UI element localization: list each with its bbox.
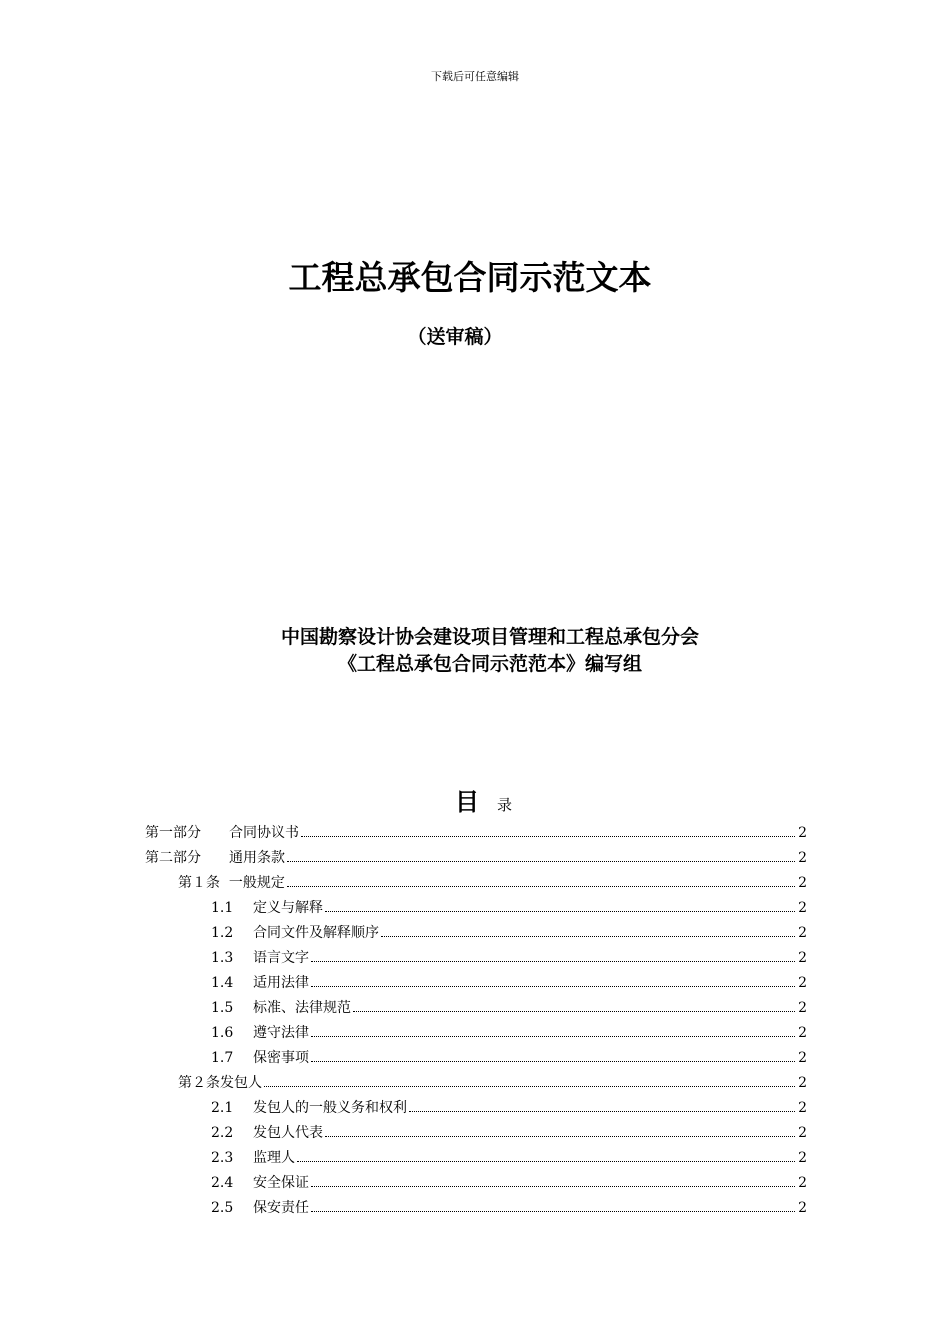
toc-dot-leader bbox=[325, 911, 795, 912]
toc-entry[interactable] bbox=[145, 1147, 807, 1172]
toc-entry-number: 1.5 bbox=[211, 1000, 234, 1016]
toc-entry-number: 1.7 bbox=[211, 1050, 234, 1066]
toc-dot-leader bbox=[409, 1111, 795, 1112]
toc-entry[interactable] bbox=[145, 1022, 807, 1047]
toc-entry-page: 2 bbox=[798, 1025, 807, 1041]
toc-entry[interactable] bbox=[145, 847, 807, 872]
toc-entry-page: 2 bbox=[798, 1100, 807, 1116]
toc-entry-label: 合同文件及解释顺序 bbox=[253, 925, 379, 941]
toc-entry[interactable] bbox=[145, 822, 807, 847]
toc-entry[interactable] bbox=[145, 1047, 807, 1072]
toc-entry-page: 2 bbox=[798, 825, 807, 841]
toc-entry-label: 保密事项 bbox=[253, 1050, 309, 1066]
toc-entry-number: 第１条 bbox=[178, 875, 220, 891]
toc-entry-label: 标准、法律规范 bbox=[253, 1000, 351, 1016]
toc-entry-number: 1.3 bbox=[211, 950, 234, 966]
toc-entry-page: 2 bbox=[798, 1050, 807, 1066]
organization-line-2: 《工程总承包合同示范范本》编写组 bbox=[337, 653, 642, 675]
toc-entry-page: 2 bbox=[798, 1150, 807, 1166]
toc-entry-label: 语言文字 bbox=[253, 950, 309, 966]
toc-entry[interactable] bbox=[145, 1122, 807, 1147]
toc-entry[interactable] bbox=[145, 872, 807, 897]
toc-heading-main: 目 bbox=[455, 788, 479, 816]
toc-heading-sub: 录 bbox=[497, 796, 513, 814]
toc-entry-label: 监理人 bbox=[253, 1150, 295, 1166]
toc-entry-page: 2 bbox=[798, 850, 807, 866]
toc-entry-label: 一般规定 bbox=[220, 875, 285, 891]
toc-entry-page: 2 bbox=[798, 950, 807, 966]
toc-entry-page: 2 bbox=[798, 1075, 807, 1091]
toc-entry-number: 1.2 bbox=[211, 925, 234, 941]
toc-entry-label: 发包人 bbox=[220, 1075, 262, 1091]
toc-entry-page: 2 bbox=[798, 925, 807, 941]
toc-entry[interactable] bbox=[145, 1072, 807, 1097]
toc-entry[interactable] bbox=[145, 1097, 807, 1122]
toc-dot-leader bbox=[381, 936, 795, 937]
toc-entry-page: 2 bbox=[798, 900, 807, 916]
table-of-contents bbox=[145, 822, 807, 1222]
toc-entry[interactable] bbox=[145, 922, 807, 947]
toc-entry-number: 1.6 bbox=[211, 1025, 234, 1041]
toc-entry-page: 2 bbox=[798, 875, 807, 891]
toc-entry-page: 2 bbox=[798, 1000, 807, 1016]
toc-dot-leader bbox=[353, 1011, 795, 1012]
toc-entry-label: 合同协议书 bbox=[229, 825, 299, 841]
toc-entry[interactable] bbox=[145, 972, 807, 997]
toc-entry-page: 2 bbox=[798, 975, 807, 991]
toc-entry-page: 2 bbox=[798, 1175, 807, 1191]
toc-entry-number: 2.5 bbox=[211, 1200, 234, 1216]
toc-dot-leader bbox=[311, 1061, 795, 1062]
toc-entry-number: 2.2 bbox=[211, 1125, 234, 1141]
toc-entry-number: 1.4 bbox=[211, 975, 234, 991]
toc-dot-leader bbox=[264, 1086, 795, 1087]
toc-entry-number: 第二部分 bbox=[145, 850, 201, 866]
toc-entry-number: 2.4 bbox=[211, 1175, 234, 1191]
toc-dot-leader bbox=[287, 886, 795, 887]
toc-entry-label: 通用条款 bbox=[229, 850, 285, 866]
toc-dot-leader bbox=[325, 1136, 795, 1137]
toc-entry[interactable] bbox=[145, 997, 807, 1022]
toc-entry-label: 发包人代表 bbox=[253, 1125, 323, 1141]
toc-dot-leader bbox=[297, 1161, 795, 1162]
toc-dot-leader bbox=[311, 986, 795, 987]
document-subtitle: （送审稿） bbox=[407, 326, 503, 348]
toc-entry-label: 保安责任 bbox=[253, 1200, 309, 1216]
toc-dot-leader bbox=[311, 1186, 795, 1187]
toc-heading bbox=[455, 782, 512, 817]
toc-entry-number: 2.3 bbox=[211, 1150, 234, 1166]
organization-line-1: 中国勘察设计协会建设项目管理和工程总承包分会 bbox=[280, 626, 699, 648]
toc-entry-page: 2 bbox=[798, 1125, 807, 1141]
toc-entry[interactable] bbox=[145, 897, 807, 922]
toc-entry-number: 第２条 bbox=[178, 1075, 220, 1091]
toc-entry-label: 适用法律 bbox=[253, 975, 309, 991]
toc-entry[interactable] bbox=[145, 947, 807, 972]
toc-dot-leader bbox=[311, 961, 795, 962]
toc-dot-leader bbox=[311, 1036, 795, 1037]
toc-dot-leader bbox=[301, 836, 795, 837]
toc-entry-label: 安全保证 bbox=[253, 1175, 309, 1191]
toc-entry-label: 遵守法律 bbox=[253, 1025, 309, 1041]
toc-entry-number: 1.1 bbox=[211, 900, 234, 916]
toc-entry-label: 发包人的一般义务和权利 bbox=[253, 1100, 407, 1116]
toc-entry[interactable] bbox=[145, 1172, 807, 1197]
toc-entry-label: 定义与解释 bbox=[253, 900, 323, 916]
toc-entry[interactable] bbox=[145, 1197, 807, 1222]
toc-entry-page: 2 bbox=[798, 1200, 807, 1216]
page-header-note: 下载后可任意编辑 bbox=[431, 70, 519, 83]
toc-entry-number: 2.1 bbox=[211, 1100, 234, 1116]
toc-dot-leader bbox=[311, 1211, 795, 1212]
document-title: 工程总承包合同示范文本 bbox=[288, 258, 652, 297]
toc-entry-number: 第一部分 bbox=[145, 825, 201, 841]
toc-dot-leader bbox=[287, 861, 795, 862]
